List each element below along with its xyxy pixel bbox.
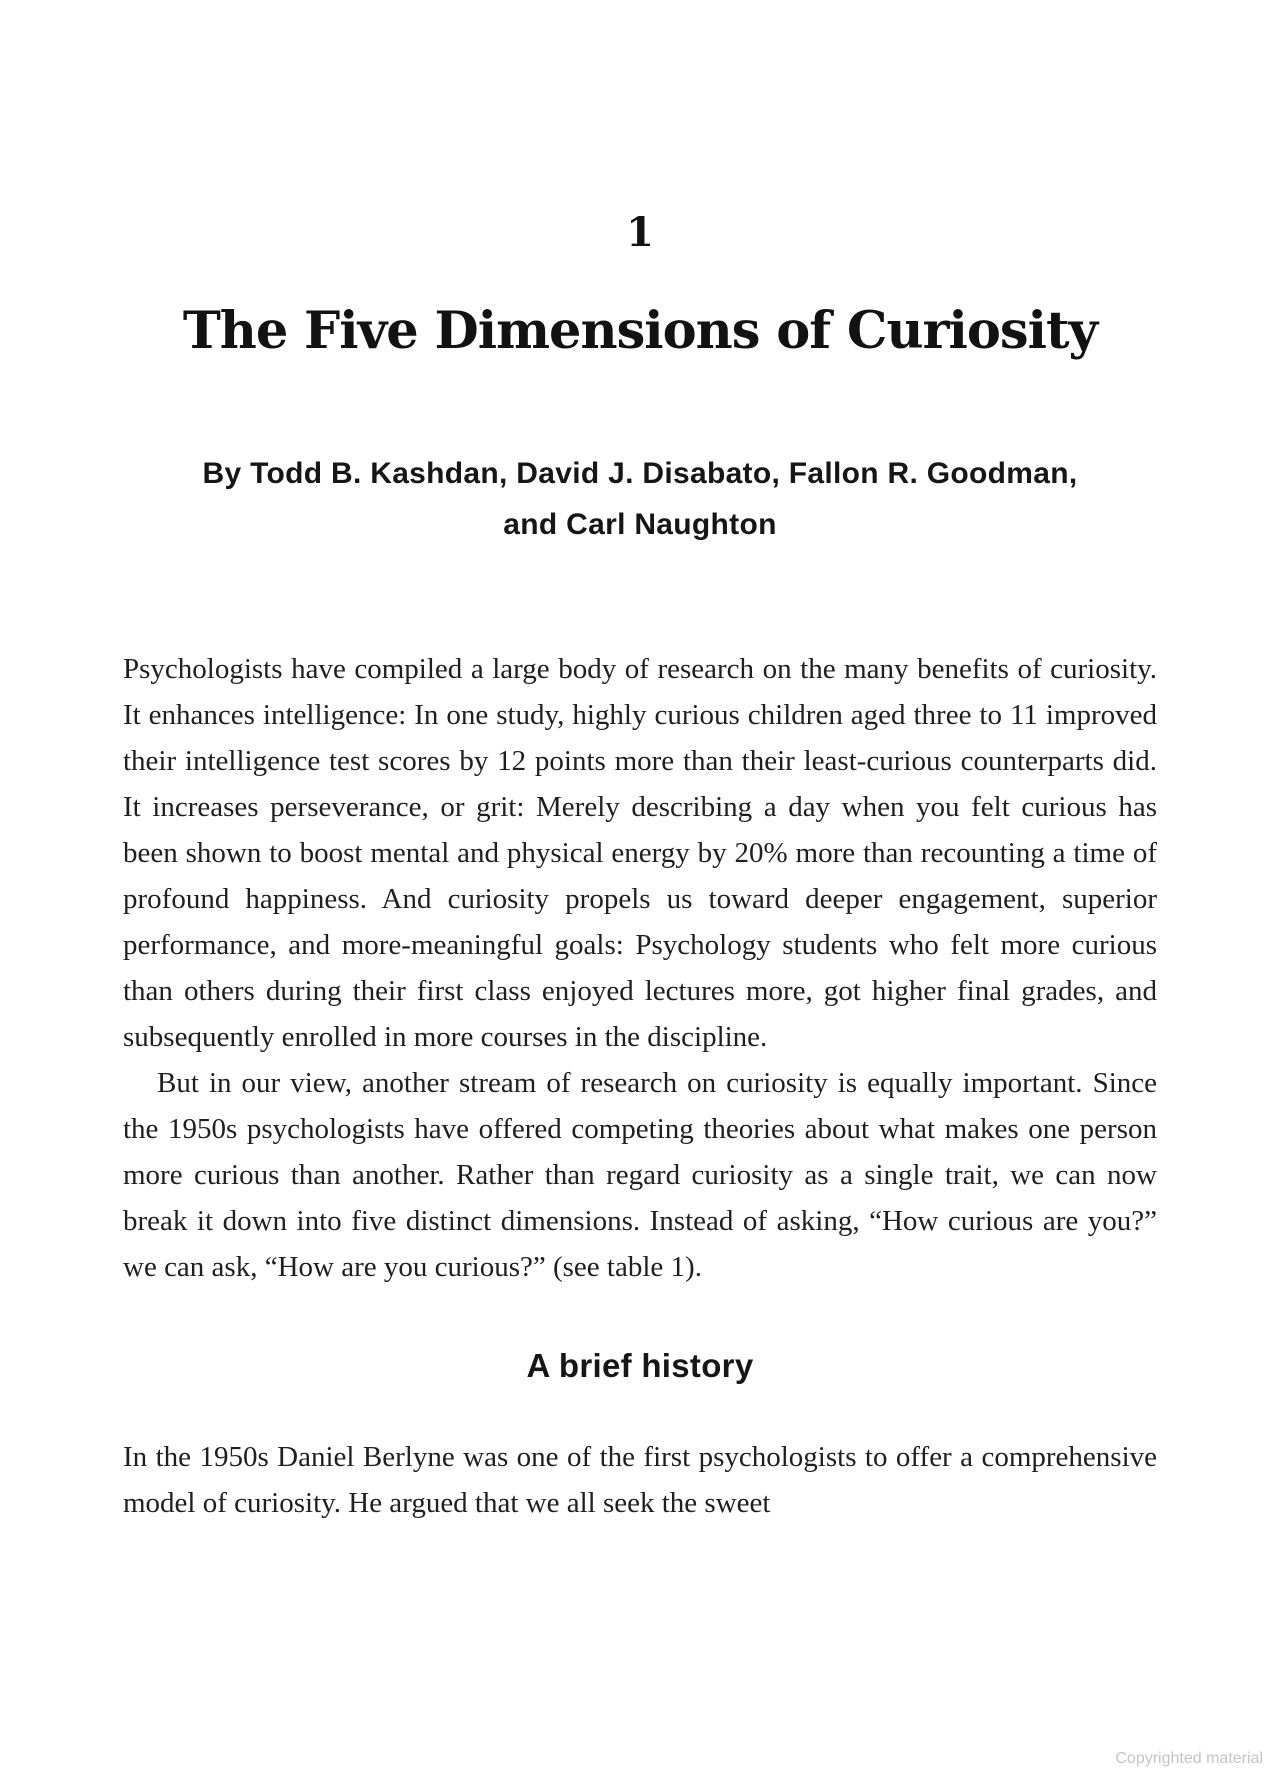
byline-line-1: By Todd B. Kashdan, David J. Disabato, Fallon R. Goodman, bbox=[202, 457, 1078, 490]
paragraph-2: But in our view, another stream of research on curiosity is equally important. Since the 1950s psychologists have offered competing theories about what makes one person more curious than another. Rather than regard curiosity as a single trait, we can now break it down into five distinct dimensions. Instead of asking, “How curious are you?” we can ask, “How are you curious?” (see table 1). bbox=[123, 1067, 1157, 1283]
chapter-title: The Five Dimensions of Curiosity bbox=[182, 301, 1098, 361]
byline bbox=[123, 448, 1157, 550]
paragraph-1: Psychologists have compiled a large body of research on the many benefits of curiosity. It enhances intelligence: In one study, highly curious children aged three to 11 improved their intelligence test scores by 12 points more than their least-curious counterparts did. It increases perseverance, or grit: Merely describing a day when you felt curious has been shown to boost mental and physical energy by 20% more than recounting a time of profound happiness. And curiosity propels us toward deeper engagement, superior performance, and more-meaningful goals: Psychology students who felt more curious than others during their first class enjoyed lectures more, got higher final grades, and subsequently enrolled in more courses in the discipline. bbox=[123, 653, 1157, 1053]
copyright-watermark: Copyrighted material bbox=[1115, 1750, 1263, 1767]
section-heading: A brief history bbox=[526, 1347, 754, 1384]
body-text bbox=[123, 646, 1157, 1526]
paragraph-3: In the 1950s Daniel Berlyne was one of the first psychologists to offer a comprehensive model of curiosity. He argued that we all seek the sweet bbox=[123, 1441, 1157, 1519]
chapter-number: 1 bbox=[626, 209, 654, 256]
byline-line-2: and Carl Naughton bbox=[503, 508, 777, 541]
